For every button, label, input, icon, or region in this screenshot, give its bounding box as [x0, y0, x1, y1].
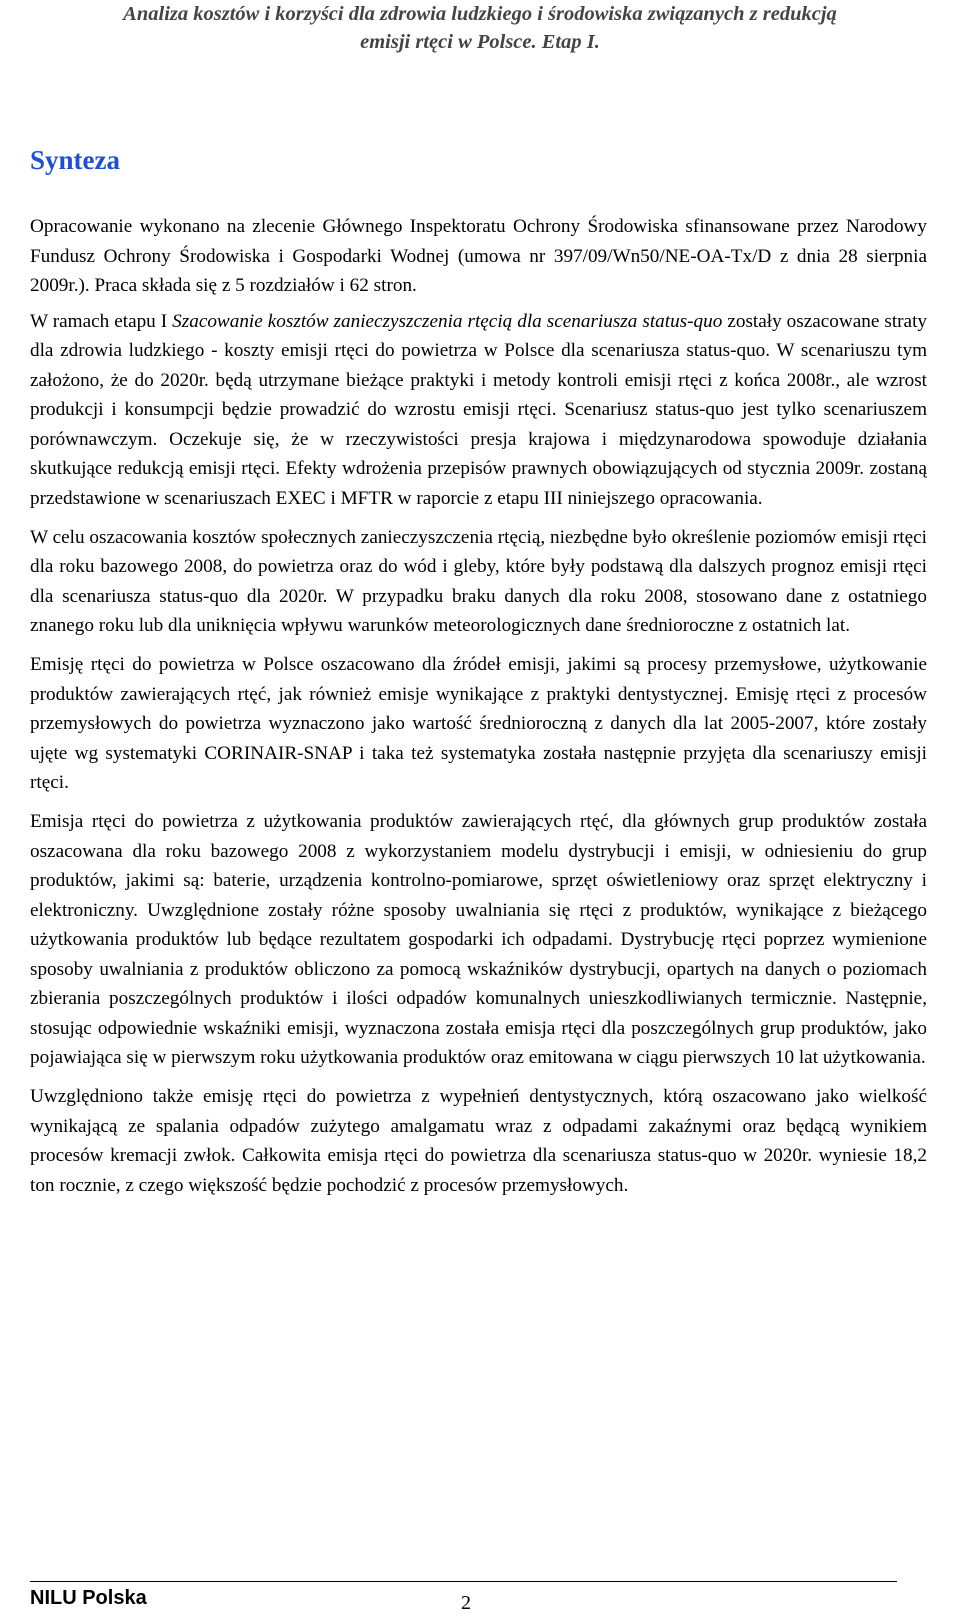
page-number: 2 — [461, 1592, 471, 1614]
paragraph-2-rest: zostały oszacowane straty dla zdrowia ludzkiego - koszty emisji rtęci do powietrza w Polsce dla scenariusza status-quo. W scenariuszu tym założono, że do 2020r. będą utrzymane bieżące praktyki i metody kontroli emisji rtęci z końca 2008r., ale wzrost produkcji i konsumpcji będzie prowadzić do wzrostu emisji rtęci. Scenariusz status-quo jest tylko scenariuszem porównawczym. Oczekuje się, że w rzeczywistości presja krajowa i międzynarodowa spowoduje działania skutkujące redukcją emisji rtęci. Efekty wdrożenia przepisów prawnych obowiązujących od stycznia 2009r. zostaną przedstawione w scenariuszach EXEC i MFTR w raporcie z etapu III niniejszego opracowania. — [30, 310, 927, 509]
header-line-2: emisji rtęci w Polsce. Etap I. — [360, 31, 600, 53]
paragraph-3: W celu oszacowania kosztów społecznych zanieczyszczenia rtęcią, niezbędne było określenie poziomów emisji rtęci dla roku bazowego 2008, do powietrza oraz do wód i gleby, które były podstawą dla dalszych prognoz emisji rtęci dla scenariusza status-quo dla 2020r. W przypadku braku danych dla roku 2008, stosowano dane z ostatniego znanego roku lub dla uniknięcia wpływu warunków meteorologicznych dane średnioroczne z ostatnich lat. — [30, 526, 927, 636]
paragraph-2-italic-title: Szacowanie kosztów zanieczyszczenia rtęcią dla scenariusza status-quo — [172, 310, 723, 332]
paragraph-6: Uwzględniono także emisję rtęci do powietrza z wypełnień dentystycznych, którą oszacowano jako wielkość wynikającą ze spalania odpadów zużytego amalgamatu wraz z odpadami zakaźnymi oraz będącą wynikiem procesów kremacji zwłok. Całkowita emisja rtęci do powietrza dla scenariusza status-quo w 2020r. wyniesie 18,2 ton rocznie, z czego większość będzie pochodzić z procesów przemysłowych. — [30, 1086, 927, 1196]
header-line-1: Analiza kosztów i korzyści dla zdrowia ludzkiego i środowiska związanych z redukcją — [123, 3, 837, 25]
footer-divider — [30, 1581, 897, 1582]
running-header — [30, 0, 930, 56]
section-title: Synteza — [30, 145, 120, 175]
document-body — [30, 212, 927, 1210]
footer-organization: NILU Polska — [30, 1587, 147, 1609]
paragraph-1: Opracowanie wykonano na zlecenie Głównego Inspektoratu Ochrony Środowiska sfinansowane przez Narodowy Fundusz Ochrony Środowiska i Gospodarki Wodnej (umowa nr 397/09/Wn50/NE-OA-Tx/D z dnia 28 sierpnia 2009r.). Praca składa się z 5 rozdziałów i 62 stron. — [30, 216, 927, 296]
paragraph-2-lead: W ramach etapu I — [30, 310, 173, 332]
paragraph-2 — [30, 307, 927, 514]
paragraph-5: Emisja rtęci do powietrza z użytkowania produktów zawierających rtęć, dla głównych grup produktów została oszacowana dla roku bazowego 2008 z wykorzystaniem modelu dystrybucji i emisji, w odniesieniu do grup produktów, jakimi są: baterie, urządzenia kontrolno-pomiarowe, sprzęt oświetleniowy oraz sprzęt elektryczny i elektroniczny. Uwzględnione zostały różne sposoby uwalniania się rtęci z produktów, wynikające z bieżącego użytkowania produktów lub będące rezultatem gospodarki ich odpadami. Dystrybucję rtęci poprzez wymienione sposoby uwalniania z produktów obliczono za pomocą wskaźników dystrybucji, opartych na danych o poziomach zbierania poszczególnych produktów i ilości odpadów komunalnych unieszkodliwianych termicznie. Następnie, stosując odpowiednie wskaźniki emisji, wyznaczona została emisja rtęci dla poszczególnych grup produktów, jako pojawiająca się w pierwszym roku użytkowania produktów oraz emitowana w ciągu pierwszych 10 lat użytkowania. — [30, 811, 927, 1068]
paragraph-4: Emisję rtęci do powietrza w Polsce oszacowano dla źródeł emisji, jakimi są procesy przemysłowe, użytkowanie produktów zawierających rtęć, jak również emisje wynikające z praktyki dentystycznej. Emisję rtęci z procesów przemysłowych do powietrza wyznaczono jako wartość średnioroczną z danych dla lat 2005-2007, które zostały ujęte wg systematyki CORINAIR-SNAP i taka też systematyka została następnie przyjęta dla scenariuszy emisji rtęci. — [30, 654, 927, 793]
